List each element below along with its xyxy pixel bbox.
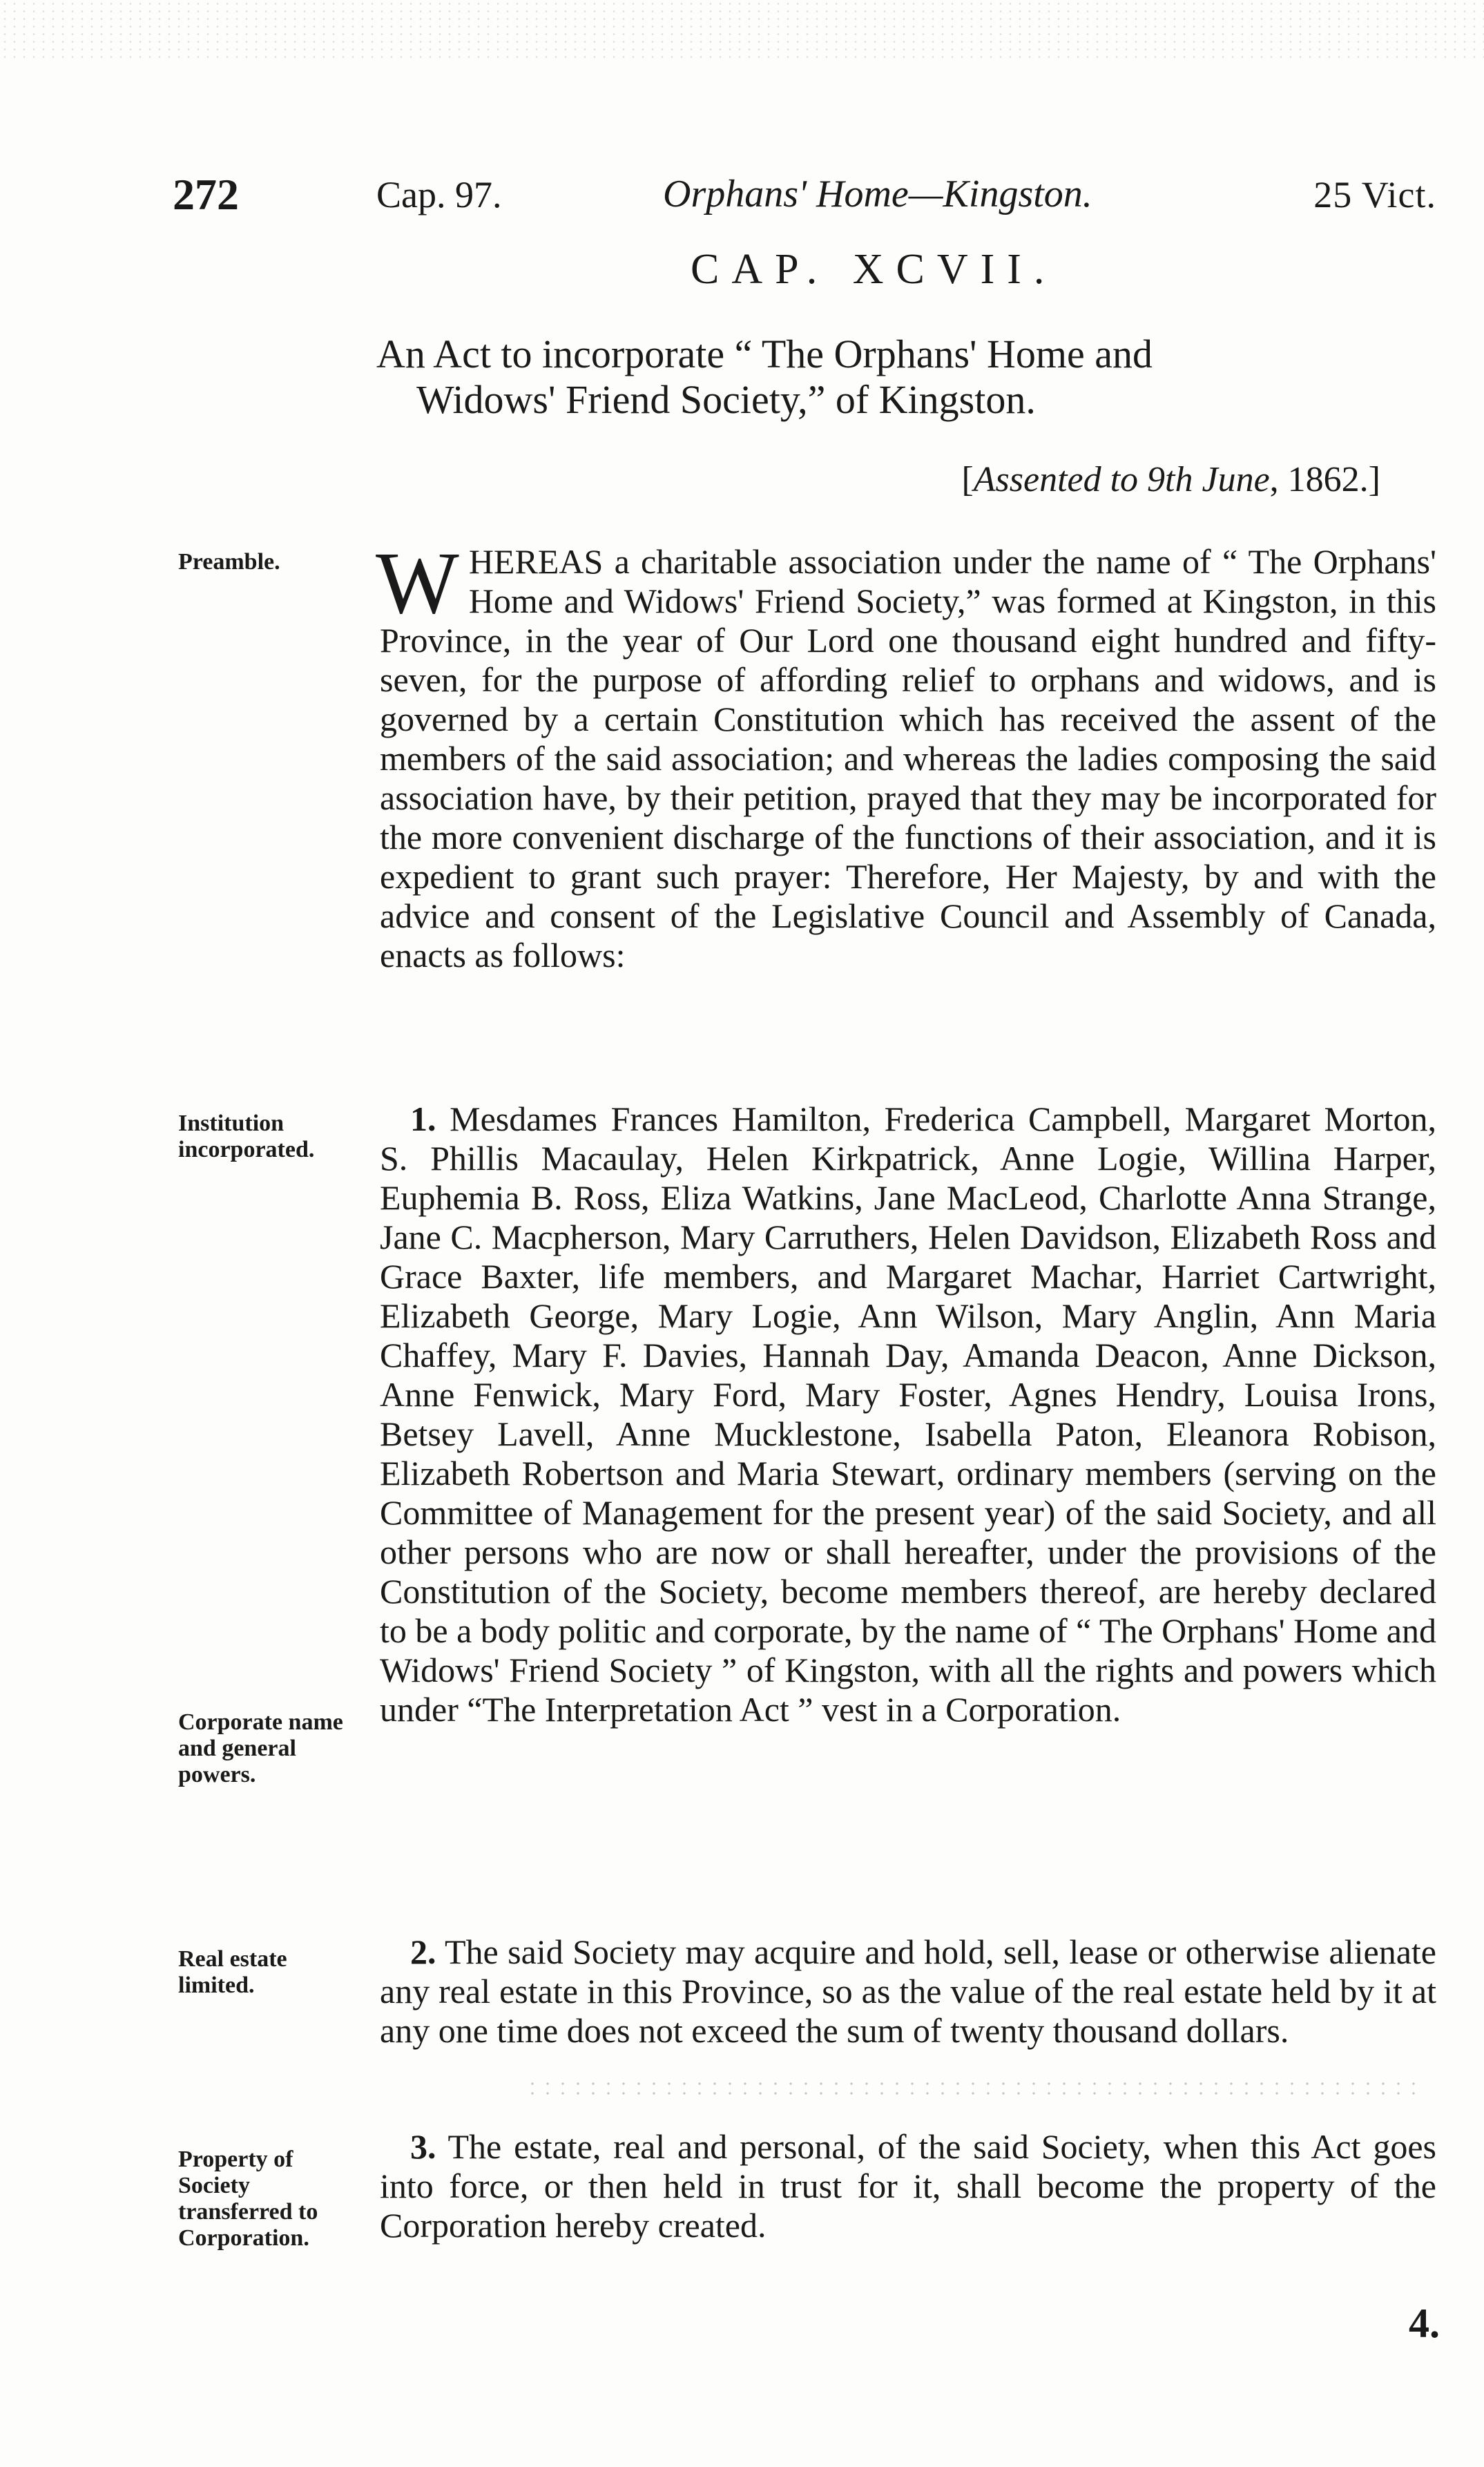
assent-bracket-close: ] <box>1368 460 1380 499</box>
assent-date <box>961 459 1380 500</box>
running-header <box>173 169 1436 231</box>
preamble-body: HEREAS a charitable association under the name of “ The Orphans' Home and Widows' Friend Society,” was formed at Kingston, in this Province, in the year of Our Lord one thousand eight hundred and fifty-seven, for the purpose of affording relief to orphans and widows, and is governed by a certain Constitution which has received the assent of the members of the said association; and whereas the ladies composing the said association have, by their petition, prayed that they may be incorporated for the more convenient discharge of the functions of their association, and it is expedient to grant such prayer: Therefore, Her Majesty, by and with the advice and consent of the Legislative Council and Assembly of Canada, enacts as follows: <box>380 542 1436 975</box>
chapter-heading: CAP. XCVII. <box>691 246 1057 293</box>
act-title-line-2: Widows' Friend Society,” of Kingston. <box>416 377 1036 422</box>
print-blemish <box>525 2079 1423 2098</box>
assent-year: , 1862. <box>1269 460 1369 499</box>
running-title: Orphans' Home—Kingston. <box>663 173 1092 215</box>
act-title-line-1: An Act to incorporate “ The Orphans' Home and <box>376 332 1153 376</box>
section-3 <box>380 2127 1436 2245</box>
section-2 <box>380 1932 1436 2051</box>
catchword: 4. <box>1409 2301 1440 2346</box>
margin-note-property: Property of Society transferred to Corporation. <box>178 2147 318 2251</box>
margin-note-institution: Institution incorporated. <box>178 1111 315 1162</box>
margin-note-preamble: Preamble. <box>178 549 280 575</box>
regnal-year: 25 Vict. <box>1313 174 1436 215</box>
section-3-number: 3. <box>410 2127 436 2166</box>
preamble-text <box>376 534 1436 975</box>
scan-speckle <box>0 0 1484 62</box>
section-2-body: The said Society may acquire and hold, sell, lease or otherwise alienate any real estate in this Province, so as the value of the real estate held by it at any one time does not exceed the sum of twenty thousand dollars. <box>380 1932 1436 2050</box>
section-1 <box>380 1100 1436 1729</box>
section-3-body: The estate, real and personal, of the said Society, when this Act goes into force, or then held in trust for it, shall become the property of the Corporation hereby created. <box>380 2127 1436 2245</box>
act-title <box>376 332 1433 423</box>
margin-note-corporate-name: Corporate name and general powers. <box>178 1709 343 1787</box>
page-number: 272 <box>173 170 239 219</box>
margin-note-real-estate: Real estate limited. <box>178 1946 287 1998</box>
section-1-number: 1. <box>410 1100 436 1138</box>
chapter-reference: Cap. 97. <box>376 174 502 215</box>
section-1-body: Mesdames Frances Hamilton, Frederica Campbell, Margaret Morton, S. Phillis Macaulay, Helen Kirkpatrick, Anne Logie, Willina Harper, Euphemia B. Ross, Eliza Watkins, Jane MacLeod, Charlotte Anna Strange, Jane C. Macpherson, Mary Carruthers, Helen Davidson, Elizabeth Ross and Grace Baxter, life members, and Margaret Machar, Harriet Cartwright, Elizabeth George, Mary Logie, Ann Wilson, Mary Anglin, Ann Maria Chaffey, Mary F. Davies, Hannah Day, Amanda Deacon, Anne Dickson, Anne Fenwick, Mary Ford, Mary Foster, Agnes Hendry, Louisa Irons, Betsey Lavell, Anne Mucklestone, Isabella Paton, Eleanora Robison, Elizabeth Robertson and Maria Stewart, ordinary members (serving on the Committee of Management for the present year) of the said Society, and all other persons who are now or shall hereafter, under the provisions of the Constitution of the Society, become members thereof, are hereby declared to be a body politic and corporate, by the name of “ The Orphans' Home and Widows' Friend Society ” of Kingston, with all the rights and powers which under “The Interpretation Act ” vest in a Corporation. <box>380 1100 1437 1729</box>
assent-phrase: Assented to 9th June <box>973 460 1270 499</box>
section-2-number: 2. <box>410 1932 436 1971</box>
assent-bracket-open: [ <box>961 460 974 499</box>
drop-cap: W <box>376 534 459 632</box>
